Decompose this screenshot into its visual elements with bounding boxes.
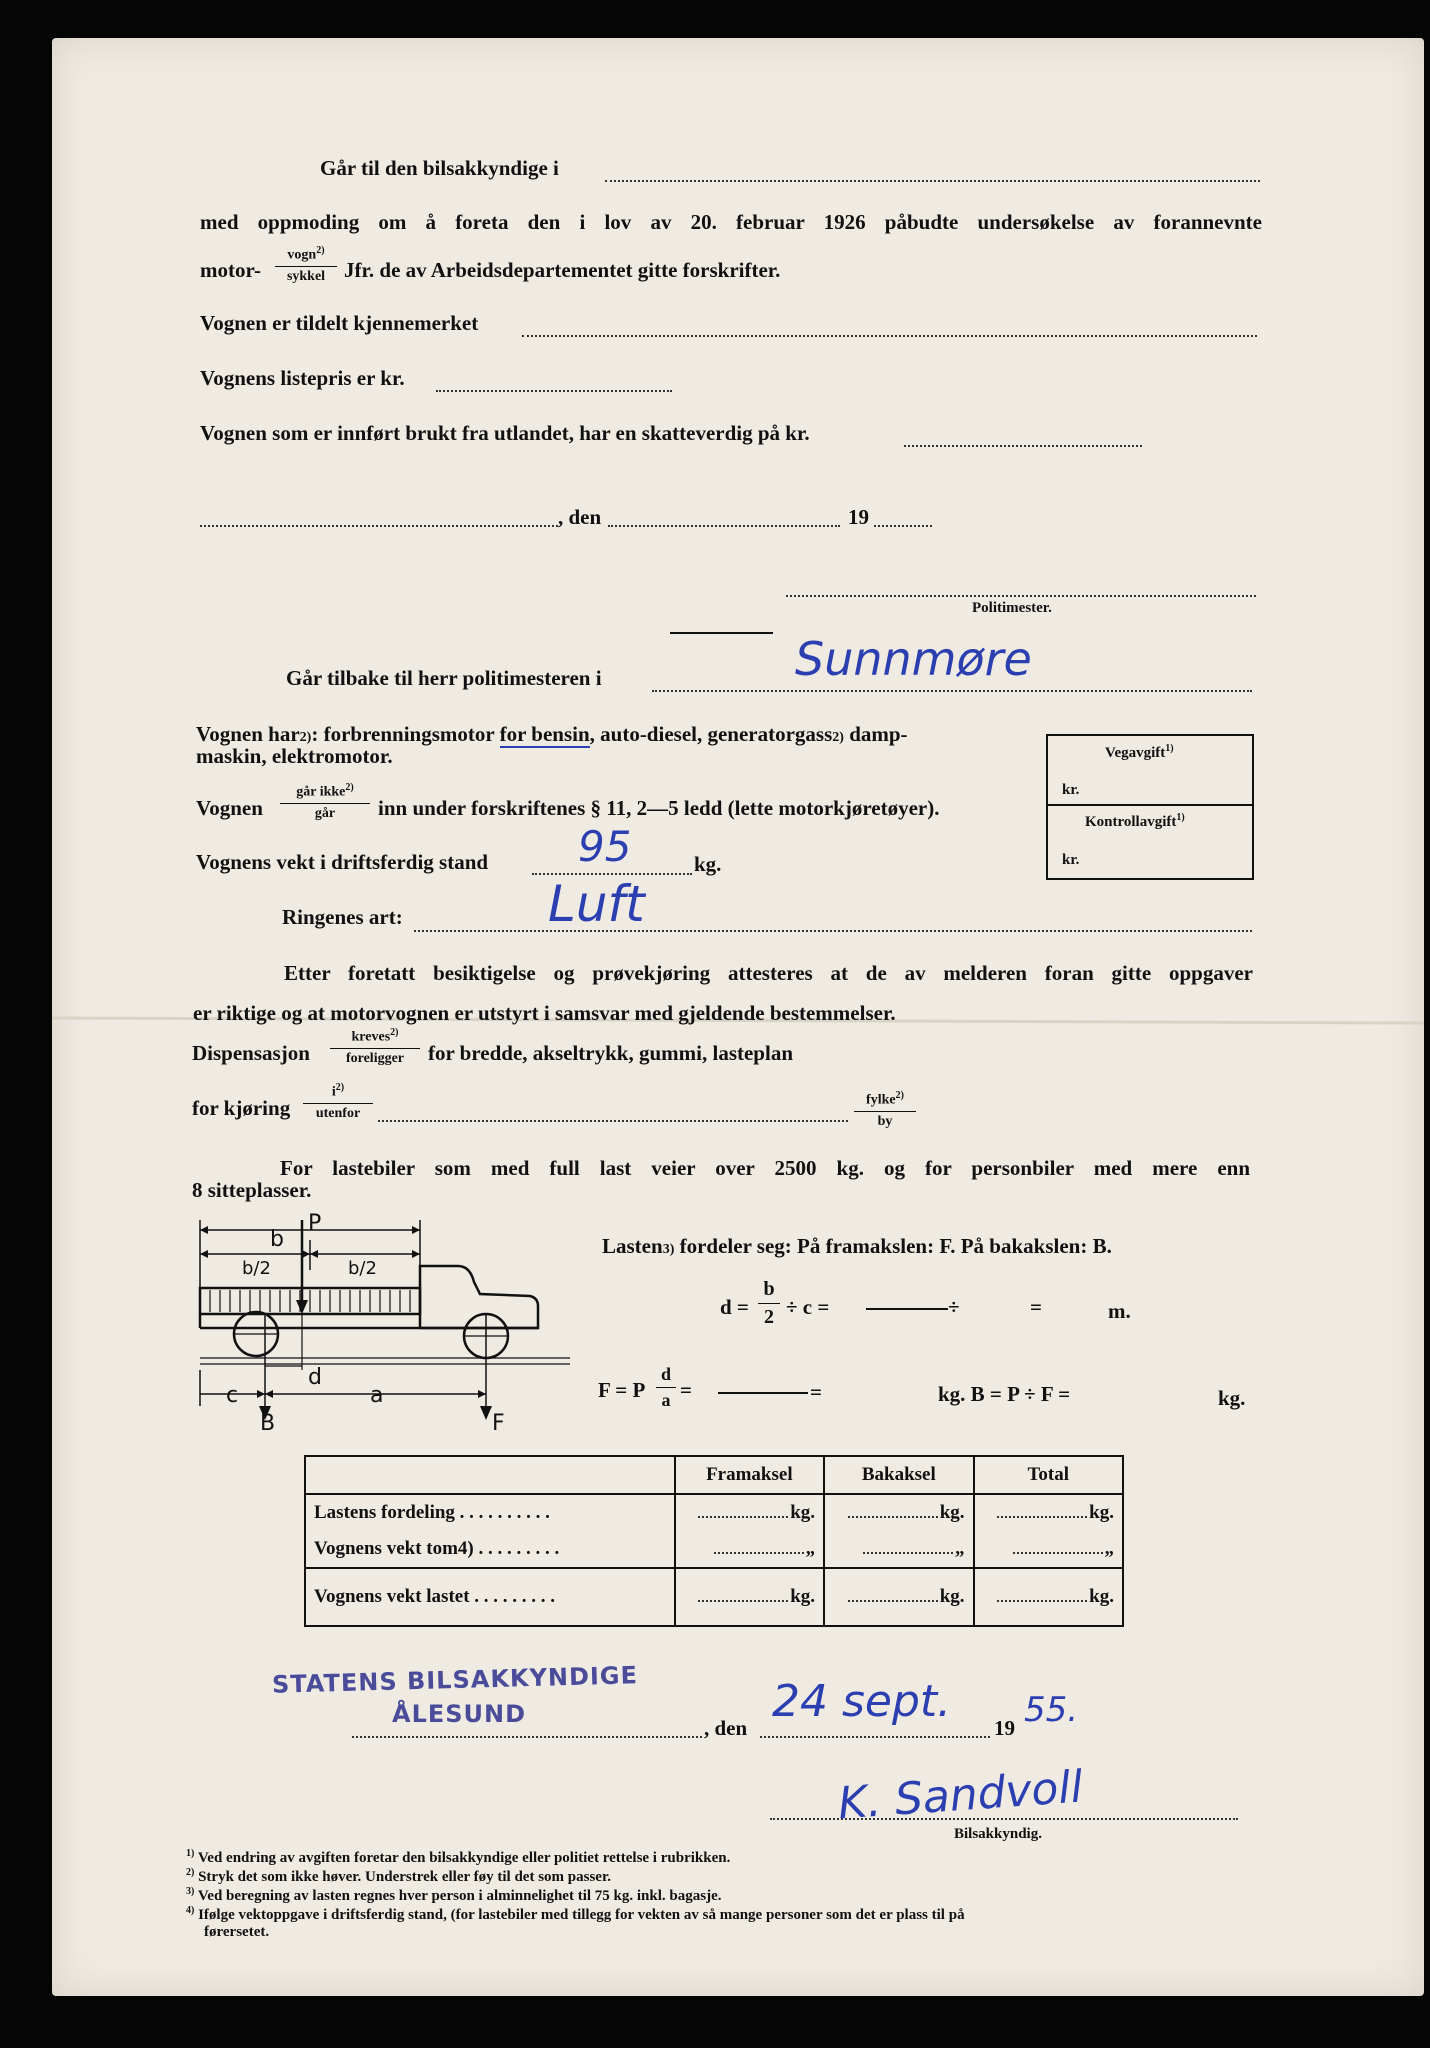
footnote-1: $^{1)}$ Ved endring av avgiften foretar den bilsakkyndige eller politiet rettelse i rubrikken. [186,1848,731,1866]
cell-total[interactable]: kg. [974,1494,1123,1531]
attest-line1: Etter foretatt besiktigelse og prøvekjøring attesteres at de av melderen foran gitte oppgaver [284,961,1253,985]
table-header-framaksel: Framaksel [675,1456,824,1494]
vognen-har-line2: maskin, elektromotor. [196,744,393,768]
diagram-b2-right: b/2 [348,1258,377,1279]
attest-line2: er riktige og at motorvognen er utstyrt i samsvar med gjeldende bestemmelser. [193,1001,896,1025]
disp-rest: for bredde, akseltrykk, gummi, lasteplan [428,1041,793,1065]
cell-framaksel[interactable]: kg. [675,1494,824,1531]
formula-f-blank[interactable] [718,1392,808,1394]
bilsakkyndig-label: Bilsakkyndig. [954,1826,1042,1842]
formula-f-fraction: $\frac{d}{a}$ [656,1364,676,1411]
kjennemerke-label: Vognen er tildelt kjennemerket [200,311,479,335]
politimester-signature-field[interactable] [786,595,1256,597]
formula-d-lhs: d = [720,1295,749,1319]
cell-bakaksel[interactable]: kg. [824,1494,973,1531]
politimester-label: Politimester. [972,600,1052,616]
diagram-b: b [270,1227,284,1252]
cell-framaksel[interactable]: „ [675,1531,824,1568]
cell-bakaksel[interactable]: „ [824,1531,973,1568]
tilbake-handwritten: Sunnmøre [795,632,1032,686]
skatteverdig-label: Vognen som er innført brukt fra utlandet, har en skatteverdig på kr. [200,421,810,445]
table-header-total: Total [974,1456,1123,1494]
listepris-label: Vognens listepris er kr. [200,366,405,390]
vekt-unit: kg. [694,852,722,876]
motor-label: motor- [200,258,262,282]
formula-f-lhs: F = P [598,1378,646,1402]
tilbake-label: Går tilbake til herr politimesteren i [286,666,602,690]
year-prefix: 19 [848,505,869,529]
cell-bakaksel[interactable]: kg. [824,1568,973,1626]
bilsakkyndige-location-field[interactable] [605,180,1260,182]
motor-fraction: vogn$^{2)}$ sykkel [275,245,337,285]
formula-d-rest: ÷ c = [786,1295,830,1319]
laste-line2: 8 sitteplasser. [192,1178,312,1202]
vekt-handwritten: 95 [578,822,632,871]
signing-den: , den [704,1716,748,1740]
table-row [305,1494,1123,1531]
load-table [304,1455,1124,1627]
diagram-d: d [308,1365,322,1390]
request-text: med oppmoding om å foreta den i lov av 20. februar 1926 påbudte undersøkelse av forannevnte [200,210,1262,234]
row-label: Lastens fordeling . . . . . . . . . . [305,1494,675,1531]
diagram-F: F [492,1411,505,1430]
signing-year-prefix: 19 [994,1716,1015,1740]
signing-date-field[interactable] [760,1736,990,1738]
footnote-4: $^{4)}$ Ifølge vektoppgave i driftsferdig stand, (for lastebiler med tillegg for vekten av så mange personer som det er plass til på [186,1905,965,1923]
load-distribution-diagram [190,1210,580,1430]
divider [670,632,773,634]
cell-total[interactable]: „ [974,1531,1123,1568]
footnote-4-cont: førersetet. [204,1924,270,1940]
formula-d-blank1[interactable] [866,1308,948,1310]
vegavgift-kr: kr. [1062,782,1080,798]
ringer-handwritten: Luft [548,875,645,933]
table-row [305,1568,1123,1626]
signing-place-field[interactable] [352,1736,702,1738]
fylke-fraction: fylke$^{2)}$ by [854,1090,916,1130]
tilbake-field[interactable] [652,690,1252,692]
formula-d-eq: = [1030,1295,1042,1319]
formula-b-unit: kg. [1218,1386,1246,1410]
table-row [305,1531,1123,1568]
gar-rest: inn under forskriftenes § 11, 2—5 ledd (lette motorkjøretøyer). [378,796,940,820]
formula-b: kg. B = P ÷ F = [938,1382,1071,1406]
footnote-2: $^{2)}$ Stryk det som ikke høver. Understrek eller føy til det som passer. [186,1867,611,1885]
stamp-line2: ÅLESUND [392,1700,527,1728]
date-field[interactable] [608,525,840,527]
lasten-line: Lasten3) fordeler seg: På framakslen: F. På bakakslen: B. [602,1234,1112,1258]
diagram-B: B [260,1411,276,1430]
ringer-field[interactable] [414,930,1252,932]
row-label: Vognens vekt lastet . . . . . . . . . [305,1568,675,1626]
diagram-c: c [226,1383,239,1408]
vegavgift-label: Vegavgift$^{1)}$ [1105,743,1174,761]
diagram-P: P [308,1211,322,1236]
den-label: , den [558,505,602,529]
stamp-line1: STATENS BILSAKKYNDIGE [271,1661,639,1699]
formula-d-div: ÷ [948,1295,960,1319]
diagram-a: a [370,1383,384,1408]
disp-label: Dispensasjon [192,1041,310,1065]
laste-line1: For lastebiler som med full last veier over 2500 kg. og for personbiler med mere enn [280,1156,1250,1180]
footnote-3: $^{3)}$ Ved beregning av lasten regnes hver person i alminnelighet til 75 kg. inkl. bagasje. [186,1886,722,1904]
ringer-label: Ringenes art: [282,905,403,929]
kontrollavgift-label: Kontrollavgift$^{1)}$ [1085,812,1185,830]
line1-label: Går til den bilsakkyndige i [320,156,559,180]
vognen-har-line: Vognen har2): forbrenningsmotor for bensin, auto-diesel, generatorgass2) damp- [196,722,908,746]
formula-f-eq: = [680,1378,692,1402]
kjoring-fraction: $i^{2)}$ utenfor [303,1082,373,1122]
formula-f-eq2: = [810,1380,822,1404]
kontrollavgift-kr: kr. [1062,852,1080,868]
listepris-field[interactable] [436,390,672,392]
row-label: Vognens vekt tom4) . . . . . . . . . [305,1531,675,1568]
place-field[interactable] [200,525,558,527]
cell-framaksel[interactable]: kg. [675,1568,824,1626]
disp-fraction: kreves$^{2)}$ foreligger [330,1027,420,1067]
diagram-b2-left: b/2 [242,1258,271,1279]
signature-handwritten: K. Sandvoll [836,1761,1085,1830]
kjoring-field[interactable] [378,1120,848,1122]
table-header-bakaksel: Bakaksel [824,1456,973,1494]
formula-d-unit: m. [1108,1299,1131,1323]
signing-date-handwritten: 24 sept. [772,1676,952,1727]
kjennemerke-field[interactable] [522,335,1257,337]
kjoring-label: for kjøring [192,1096,291,1120]
gar-fraction: går ikke$^{2)}$ går [280,782,370,822]
formula-d-fraction: $\frac{b}{2}$ [758,1278,780,1329]
vekt-label: Vognens vekt i driftsferdig stand [196,850,489,874]
cell-total[interactable]: kg. [974,1568,1123,1626]
skatteverdig-field[interactable] [904,445,1142,447]
year-field[interactable] [874,525,932,527]
signing-year-handwritten: 55. [1024,1690,1079,1730]
motor-rest: Jfr. de av Arbeidsdepartementet gitte forskrifter. [344,258,781,282]
gar-label: Vognen [196,796,263,820]
table-header-blank [305,1456,675,1494]
